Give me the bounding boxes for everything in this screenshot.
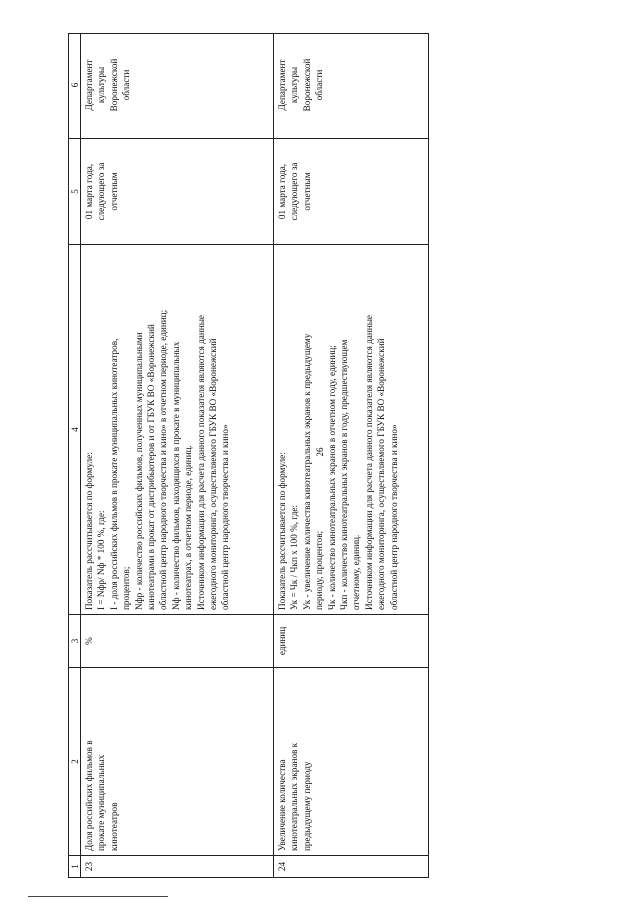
responsible-body <box>274 32 428 138</box>
responsible-line: области <box>121 69 132 101</box>
method-line: областной центр народного творчества и кино» в отчетном периоде, единиц; <box>158 309 169 610</box>
method-line: процентов; <box>121 566 132 610</box>
unit-of-measure: единиц <box>274 614 428 667</box>
header-col-5: 5 <box>69 138 80 244</box>
indicator-name-line: прокате муниципальных <box>96 754 107 851</box>
method-line: Ук - увеличение количества кинотеатральных экранов к предыдущему <box>301 333 312 610</box>
deadline-line: отчетным <box>301 172 312 211</box>
method-line: кинотеатрах, в отчетном периоде, единиц. <box>183 445 194 610</box>
method-line: ежегодного мониторинга, осуществляемого ГБУК ВО «Воронежский <box>376 338 387 610</box>
indicator-name <box>274 667 428 855</box>
rotated-table-wrapper <box>68 33 429 878</box>
row-number: 23 <box>81 855 273 877</box>
method-line: I = Nфр/ Nф * 100 %, где: <box>96 510 107 610</box>
indicator-table <box>68 33 429 878</box>
method-line: областной центр народного творчества и кино» <box>388 424 399 610</box>
responsible-line: области <box>314 69 325 101</box>
method-line: I - доля российских фильмов в прокате муниципальных кинотеатров, <box>108 338 119 610</box>
responsible-line: культуры <box>289 66 300 104</box>
responsible-line: культуры <box>96 66 107 104</box>
method-line: Чкп - количество кинотеатральных экранов в году, предшествующем <box>339 339 350 610</box>
table-row <box>274 34 428 877</box>
header-col-4: 4 <box>69 244 80 614</box>
indicator-name-line: Увеличение количества <box>277 759 287 851</box>
method-line: областной центр народного творчества и кино» <box>220 424 231 610</box>
calculation-method <box>81 244 273 614</box>
method-line: Источником информации для расчета данного показателя являются данные <box>195 315 206 610</box>
method-line: отчетному, единиц. <box>351 534 362 610</box>
deadline-line: следующего за <box>289 162 300 221</box>
scan-bottom-rule <box>28 896 168 897</box>
method-line: Показатель рассчитывается по формуле: <box>277 452 287 610</box>
responsible-line: Воронежской <box>301 58 312 112</box>
responsible-line: Департамент <box>84 59 94 111</box>
method-line: Источником информации для расчета данного показателя являются данные <box>363 315 374 610</box>
method-line: Чк - количество кинотеатральных экранов в отчетном году, единиц; <box>326 345 337 610</box>
method-line: Nфр - количество российских фильмов, полученных муниципальными <box>133 332 144 610</box>
reporting-deadline <box>274 138 428 244</box>
header-col-2: 2 <box>69 667 80 855</box>
method-line: кинотеатрами в прокат от дистрибьютеров и от ГБУК ВО «Воронежский <box>146 324 157 610</box>
method-line: Ук = Чк / Чкп х 100 %, где: <box>289 505 300 610</box>
table-header-row <box>69 34 81 877</box>
header-col-6: 6 <box>70 82 80 88</box>
indicator-name <box>81 667 273 855</box>
method-line: ежегодного мониторинга, осуществляемого ГБУК ВО «Воронежский <box>208 338 219 610</box>
indicator-name-line: предыдущему периоду <box>301 761 312 851</box>
header-col-1: 1 <box>69 855 80 877</box>
calculation-method <box>274 244 428 614</box>
method-line: периоду, процентов; <box>314 530 325 610</box>
header-col-3: 3 <box>69 614 80 667</box>
responsible-line: Воронежской <box>108 58 119 112</box>
method-line: Nф - количество фильмов, находящихся в прокате в муниципальных <box>170 341 181 610</box>
indicator-name-line: кинотеатральных экранов к <box>289 742 300 851</box>
indicator-name-line: кинотеатров <box>108 802 119 851</box>
deadline-line: 01 марта года, <box>277 163 287 220</box>
unit-of-measure: % <box>81 614 273 667</box>
page-number: 26 <box>315 447 325 457</box>
deadline-line: отчетным <box>108 172 119 211</box>
responsible-line: Департамент <box>277 59 287 111</box>
row-number: 24 <box>274 855 428 877</box>
deadline-line: 01 марта года, <box>84 163 94 220</box>
method-line: Показатель рассчитывается по формуле: <box>84 452 94 610</box>
indicator-name-line: Доля российских фильмов в <box>84 740 94 851</box>
responsible-body <box>81 32 273 138</box>
table-row <box>81 34 274 877</box>
deadline-line: следующего за <box>96 162 107 221</box>
reporting-deadline <box>81 138 273 244</box>
